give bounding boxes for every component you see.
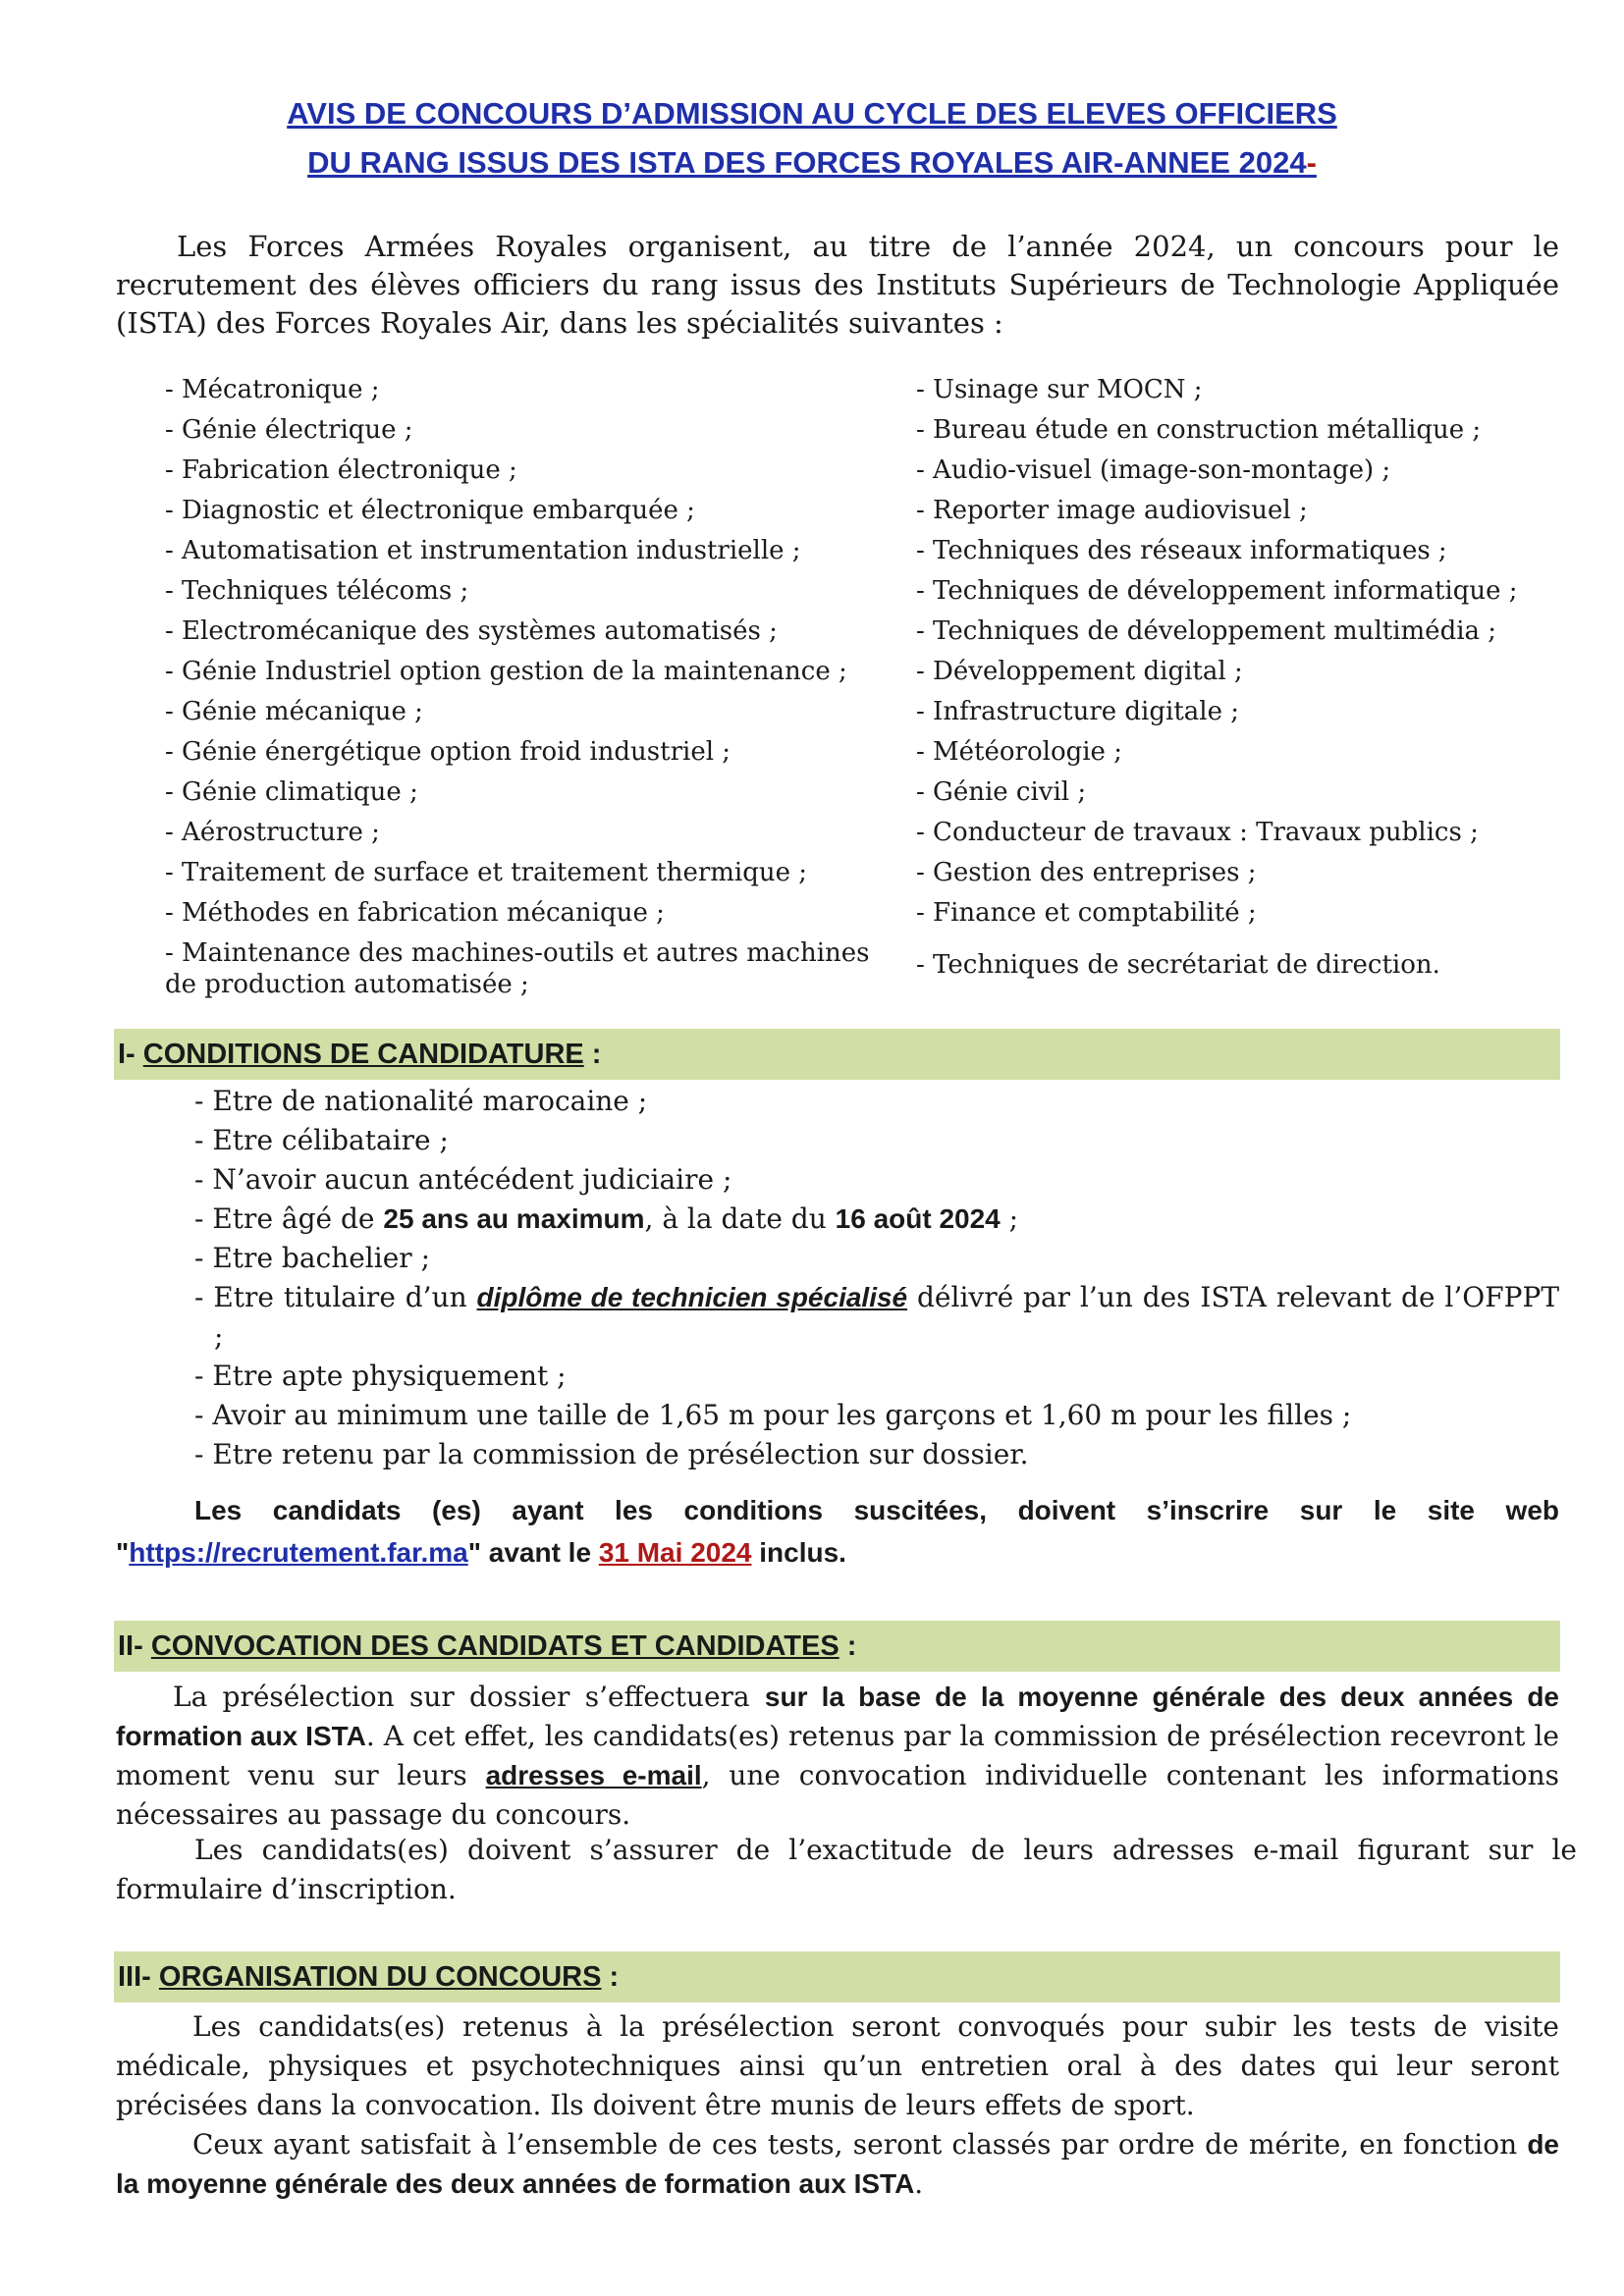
- section-3-bold-criterion: de la moyenne générale des deux années de formation aux ISTA: [116, 2129, 1559, 2199]
- list-item: - Techniques de développement multimédia ;: [916, 616, 1497, 646]
- list-item: - Météorologie ;: [916, 737, 1122, 767]
- list-item: - Génie mécanique ;: [165, 697, 423, 726]
- list-item: - Génie énergétique option froid industriel ;: [165, 737, 731, 767]
- condition-age-text: - Etre âgé de: [194, 1202, 384, 1235]
- section-2-paragraph-1: [116, 1678, 1559, 1835]
- list-item: - Bureau étude en construction métallique ;: [916, 415, 1482, 445]
- condition-nationalite: - Etre de nationalité marocaine ;: [194, 1085, 648, 1117]
- condition-age: [194, 1200, 1559, 1239]
- registration-text-3: inclus.: [751, 1537, 846, 1568]
- list-item: - Aérostructure ;: [165, 818, 380, 847]
- title-line-2-text: DU RANG ISSUS DES ISTA DES FORCES ROYALES AIR-ANNEE 2024: [307, 145, 1307, 180]
- list-item: - Audio-visuel (image-son-montage) ;: [916, 455, 1391, 485]
- section-3-title: ORGANISATION DU CONCOURS: [158, 1961, 602, 1993]
- list-item: - Mécatronique ;: [165, 375, 380, 404]
- section-1-heading: [114, 1029, 1560, 1080]
- list-item: - Conducteur de travaux : Travaux publics ;: [916, 818, 1479, 847]
- section-3-heading: [114, 1951, 1560, 2002]
- condition-judiciaire: - N’avoir aucun antécédent judiciaire ;: [194, 1163, 732, 1196]
- condition-apte: - Etre apte physiquement ;: [194, 1360, 567, 1392]
- section-3-paragraph-1: Les candidats(es) retenus à la présélection seront convoqués pour subir les tests de visite médicale, physiques et psychotechniques ainsi qu’un entretien oral à des dates qui leur seront précisées dans la convocation. Ils doivent être munis de leurs effets de sport.: [116, 2010, 1559, 2121]
- registration-text: Les candidats (es) ayant les conditions suscitées, doivent s’inscrire sur le site web ": [116, 1495, 1559, 1568]
- section-3-colon: :: [601, 1961, 620, 1993]
- section-2-title: CONVOCATION DES CANDIDATS ET CANDIDATES: [150, 1630, 839, 1662]
- condition-diplome-text: - Etre titulaire d’un: [194, 1281, 477, 1313]
- section-3-paragraph-2: [116, 2125, 1559, 2204]
- condition-age-text-2: , à la date du: [644, 1202, 836, 1235]
- registration-paragraph: [116, 1489, 1559, 1574]
- list-item: - Génie civil ;: [916, 777, 1087, 807]
- list-item: - Méthodes en fabrication mécanique ;: [165, 898, 665, 928]
- specialites-left-list: [165, 370, 892, 1000]
- list-item: - Techniques des réseaux informatiques ;: [916, 536, 1447, 565]
- specialites-right-list: [916, 370, 1554, 986]
- list-item: - Techniques de secrétariat de direction.: [916, 950, 1440, 980]
- intro-text: Les Forces Armées Royales organisent, au titre de l’année 2024, un concours pour le recrutement des élèves officiers du rang issus des Instituts Supérieurs de Technologie Appliquée (ISTA) des Forces Royales Air, dans les spécialités suivantes :: [116, 230, 1559, 340]
- section-3-number: III-: [118, 1961, 159, 1993]
- conditions-list: [194, 1082, 1559, 1474]
- title-trailing-dash: -: [1306, 145, 1317, 180]
- condition-celibataire: - Etre célibataire ;: [194, 1124, 449, 1156]
- list-item: - Finance et comptabilité ;: [916, 898, 1257, 928]
- list-item: - Reporter image audiovisuel ;: [916, 496, 1308, 525]
- section-1-number: I-: [118, 1039, 143, 1070]
- registration-text-2: " avant le: [467, 1537, 599, 1568]
- condition-age-end: ;: [1000, 1202, 1019, 1235]
- condition-age-max: 25 ans au maximum: [383, 1203, 645, 1234]
- title-line-1: AVIS DE CONCOURS D’ADMISSION AU CYCLE DES ELEVES OFFICIERS: [287, 96, 1337, 131]
- list-item: - Techniques de développement informatique ;: [916, 576, 1518, 606]
- list-item: - Génie climatique ;: [165, 777, 418, 807]
- section-3-end: .: [914, 2167, 924, 2200]
- list-item: - Automatisation et instrumentation industrielle ;: [165, 536, 801, 565]
- list-item: - Diagnostic et électronique embarquée ;: [165, 496, 695, 525]
- section-3-text: Ceux ayant satisfait à l’ensemble de ces tests, seront classés par ordre de mérite, en fonction: [192, 2128, 1528, 2161]
- condition-diplome: [194, 1278, 1559, 1357]
- list-item: - Usinage sur MOCN ;: [916, 375, 1203, 404]
- section-2-paragraph-2: Les candidats(es) doivent s’assurer de l’exactitude de leurs adresses e-mail figurant sur le formulaire d’inscription.: [116, 1834, 1577, 1905]
- section-1-colon: :: [583, 1039, 602, 1070]
- section-2-bold-criterion: sur la base de la moyenne générale des deux années de formation aux ISTA: [116, 1682, 1559, 1751]
- list-item: - Traitement de surface et traitement thermique ;: [165, 858, 808, 887]
- section-1-title: CONDITIONS DE CANDIDATURE: [142, 1039, 584, 1070]
- condition-preselection: - Etre retenu par la commission de présélection sur dossier.: [194, 1438, 1029, 1470]
- section-2-heading: [114, 1621, 1560, 1672]
- section-2-text: La présélection sur dossier s’effectuera: [173, 1681, 765, 1713]
- list-item: - Electromécanique des systèmes automatisés ;: [165, 616, 778, 646]
- list-item: - Développement digital ;: [916, 657, 1243, 686]
- section-2-text-3: , une convocation individuelle contenant les informations nécessaires au passage du concours.: [116, 1759, 1559, 1831]
- condition-taille: - Avoir au minimum une taille de 1,65 m pour les garçons et 1,60 m pour les filles ;: [194, 1399, 1352, 1431]
- section-2-text-2: . A cet effet, les candidats(es) retenus par la commission de présélection recevront le moment venu sur leurs: [116, 1720, 1559, 1791]
- condition-diplome-text-2: délivré par l’un des ISTA relevant de l’OFPPT ;: [214, 1281, 1559, 1353]
- list-item: - Fabrication électronique ;: [165, 455, 517, 485]
- condition-diplome-name: diplôme de technicien spécialisé: [476, 1282, 908, 1312]
- registration-deadline: 31 Mai 2024: [598, 1537, 752, 1568]
- condition-bachelier: - Etre bachelier ;: [194, 1242, 431, 1274]
- list-item: - Génie Industriel option gestion de la maintenance ;: [165, 657, 847, 686]
- list-item: - Gestion des entreprises ;: [916, 858, 1257, 887]
- intro-paragraph: [116, 228, 1559, 343]
- list-item: - Infrastructure digitale ;: [916, 697, 1240, 726]
- section-2-number: II-: [118, 1630, 151, 1662]
- list-item: - Maintenance des machines-outils et autres machines de production automatisée ;: [165, 938, 870, 999]
- section-2-colon: :: [839, 1630, 857, 1662]
- title-line-2: [98, 145, 1526, 181]
- list-item: - Techniques télécoms ;: [165, 576, 469, 606]
- section-2-email-emphasis: adresses e-mail: [485, 1760, 702, 1790]
- condition-age-date: 16 août 2024: [835, 1203, 1001, 1234]
- list-item: - Génie électrique ;: [165, 415, 413, 445]
- registration-link[interactable]: https://recrutement.far.ma: [129, 1537, 468, 1568]
